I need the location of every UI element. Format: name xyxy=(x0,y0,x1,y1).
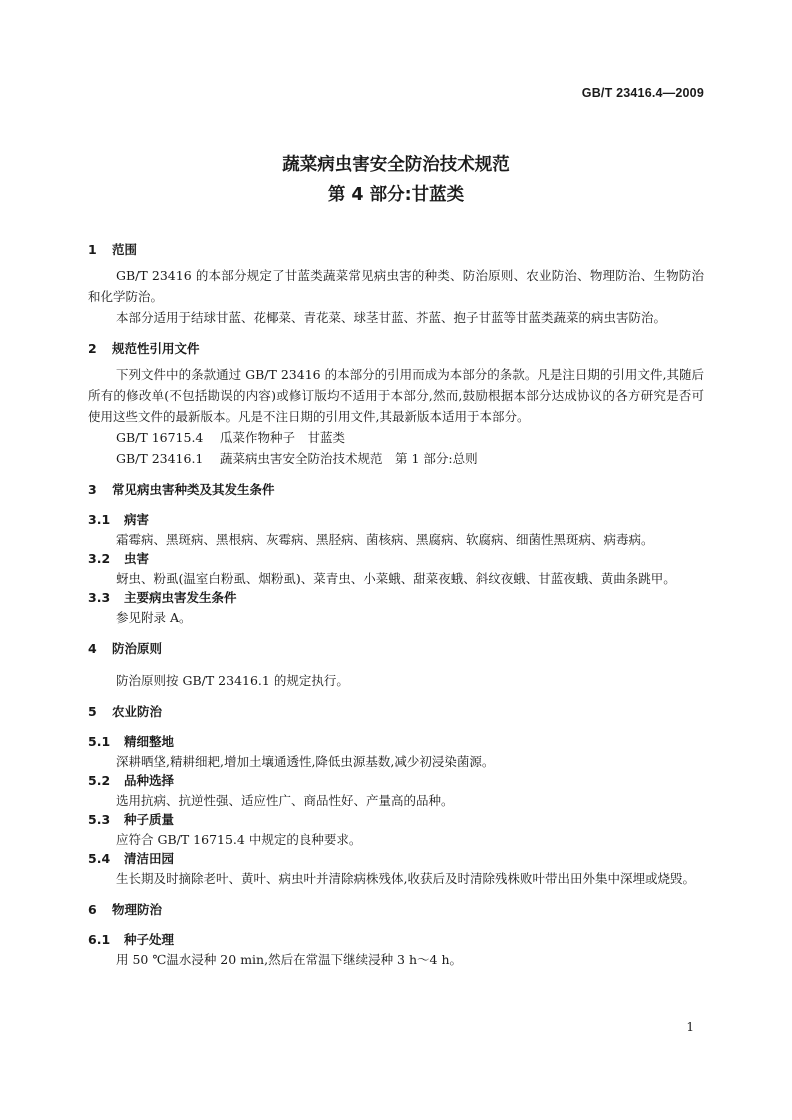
section-number: 4 xyxy=(88,641,97,656)
reference-title: 蔬菜病虫害安全防治技术规范 第 1 部分:总则 xyxy=(220,451,478,466)
document-body xyxy=(88,241,704,970)
subsection-number: 3.2 xyxy=(88,551,111,566)
section-number: 3 xyxy=(88,482,97,497)
paragraph: 参见附录 A。 xyxy=(116,610,192,625)
subsection-number: 5.1 xyxy=(88,734,111,749)
subsection-title: 品种选择 xyxy=(124,773,175,788)
section-title: 物理防治 xyxy=(112,902,163,917)
subsection-title: 种子质量 xyxy=(124,812,175,827)
subsection-heading xyxy=(88,850,704,868)
subsection-number: 5.4 xyxy=(88,851,111,866)
paragraph: 蚜虫、粉虱(温室白粉虱、烟粉虱)、菜青虫、小菜蛾、甜菜夜蛾、斜纹夜蛾、甘蓝夜蛾、黄曲条跳甲。 xyxy=(116,571,676,586)
section-title: 范围 xyxy=(112,242,138,257)
section-heading xyxy=(88,481,704,499)
paragraph: 下列文件中的条款通过 GB/T 23416 的本部分的引用而成为本部分的条款。凡是注日期的引用文件,其随后所有的修改单(不包括勘误的内容)或修订版均不适用于本部分,然而,鼓励根据本部分达成协议的各方研究是否可使用这些文件的最新版本。凡是不注日期的引用文件,其最新版本适用于本部分。 xyxy=(88,367,704,424)
reference-code: GB/T 16715.4 xyxy=(116,430,204,445)
reference-title: 瓜菜作物种子 甘蓝类 xyxy=(220,430,346,445)
paragraph: 防治原则按 GB/T 23416.1 的规定执行。 xyxy=(116,673,349,688)
document-title xyxy=(0,150,792,210)
paragraph: GB/T 23416 的本部分规定了甘蓝类蔬菜常见病虫害的种类、防治原则、农业防治、物理防治、生物防治和化学防治。 xyxy=(88,268,704,304)
subsection-heading xyxy=(88,811,704,829)
subsection-title: 病害 xyxy=(124,512,150,527)
subsection-title: 种子处理 xyxy=(124,932,175,947)
paragraph: 选用抗病、抗逆性强、适应性广、商品性好、产量高的品种。 xyxy=(116,793,454,808)
subsection-number: 5.3 xyxy=(88,812,111,827)
subsection-title: 主要病虫害发生条件 xyxy=(124,590,237,605)
subsection-title: 精细整地 xyxy=(124,734,175,749)
section-title: 农业防治 xyxy=(112,704,163,719)
subsection-title: 虫害 xyxy=(124,551,150,566)
subsection-title: 清洁田园 xyxy=(124,851,175,866)
reference-item xyxy=(88,448,704,469)
section-number: 6 xyxy=(88,902,97,917)
subsection-number: 5.2 xyxy=(88,773,111,788)
section-heading xyxy=(88,703,704,721)
paragraph: 生长期及时摘除老叶、黄叶、病虫叶并清除病株残体,收获后及时清除残株败叶带出田外集中深埋或烧毁。 xyxy=(116,871,695,886)
section-heading xyxy=(88,340,704,358)
subsection-number: 3.1 xyxy=(88,512,111,527)
subsection-heading xyxy=(88,772,704,790)
subsection-heading xyxy=(88,550,704,568)
section-heading xyxy=(88,901,704,919)
page-number: 1 xyxy=(686,1020,694,1034)
paragraph: 霜霉病、黑斑病、黑根病、灰霉病、黑胫病、菌核病、黑腐病、软腐病、细菌性黑斑病、病毒病。 xyxy=(116,532,654,547)
subsection-heading xyxy=(88,733,704,751)
subsection-number: 3.3 xyxy=(88,590,111,605)
section-title: 防治原则 xyxy=(112,641,163,656)
section-title: 常见病虫害种类及其发生条件 xyxy=(112,482,275,497)
subsection-heading xyxy=(88,931,704,949)
paragraph: 深耕晒垡,精耕细耙,增加土壤通透性,降低虫源基数,减少初浸染菌源。 xyxy=(116,754,495,769)
reference-code: GB/T 23416.1 xyxy=(116,451,204,466)
reference-item xyxy=(88,427,704,448)
subsection-heading xyxy=(88,589,704,607)
section-number: 1 xyxy=(88,242,97,257)
section-heading xyxy=(88,241,704,259)
title-main: 蔬菜病虫害安全防治技术规范 xyxy=(282,155,510,175)
subsection-heading xyxy=(88,511,704,529)
section-title: 规范性引用文件 xyxy=(112,341,200,356)
section-number: 2 xyxy=(88,341,97,356)
paragraph: 用 50 ℃温水浸种 20 min,然后在常温下继续浸种 3 h～4 h。 xyxy=(116,952,462,967)
paragraph: 本部分适用于结球甘蓝、花椰菜、青花菜、球茎甘蓝、芥蓝、抱子甘蓝等甘蓝类蔬菜的病虫害防治。 xyxy=(116,310,667,325)
subsection-number: 6.1 xyxy=(88,932,111,947)
title-part: 第 4 部分:甘蓝类 xyxy=(327,185,465,205)
section-number: 5 xyxy=(88,704,97,719)
standard-code: GB/T 23416.4—2009 xyxy=(581,86,704,100)
paragraph: 应符合 GB/T 16715.4 中规定的良种要求。 xyxy=(116,832,362,847)
section-heading xyxy=(88,640,704,658)
